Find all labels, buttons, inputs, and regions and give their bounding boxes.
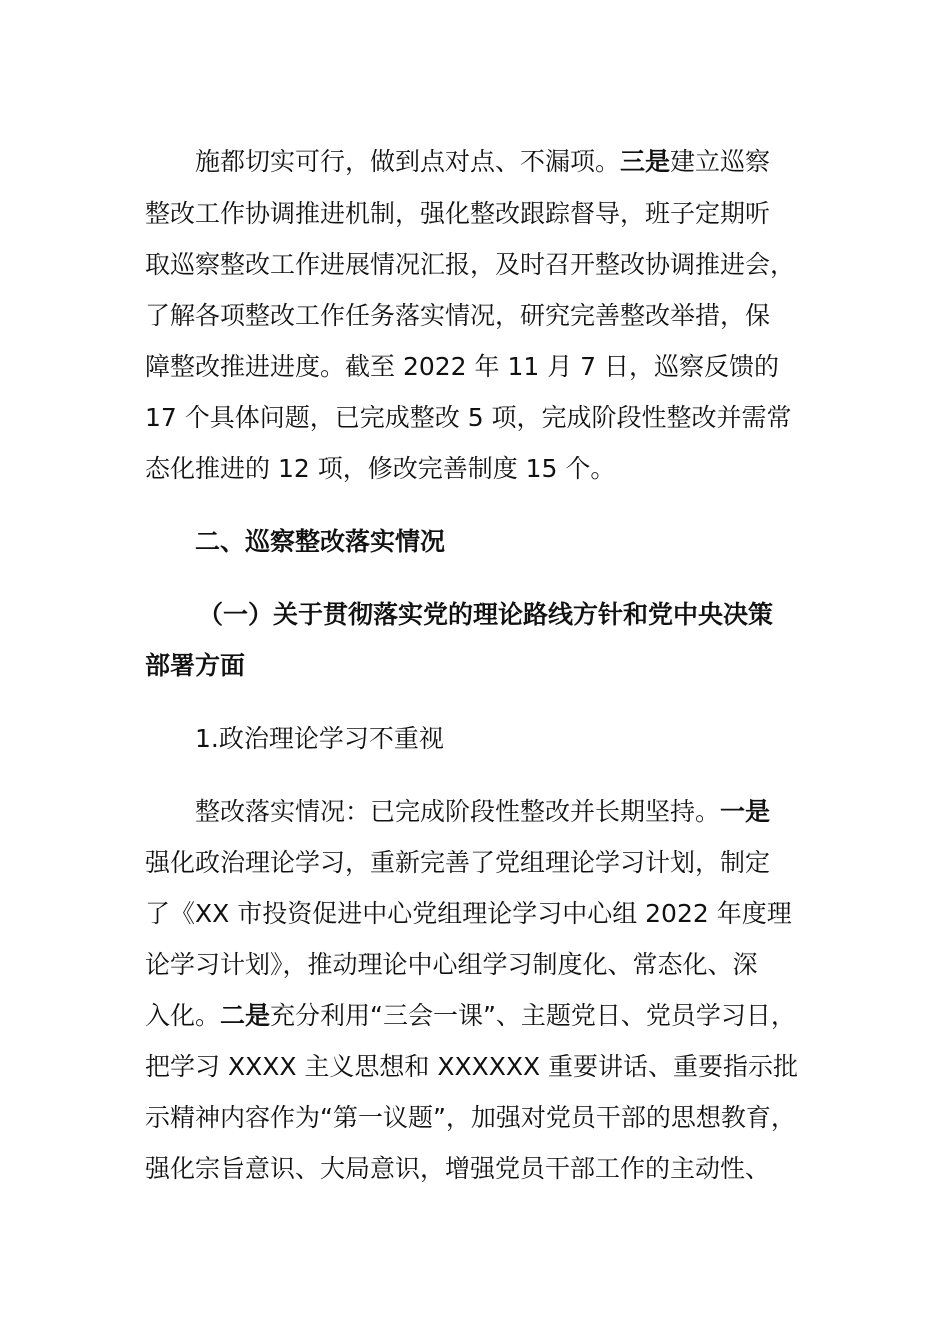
paragraph2-line2: 强化政治理论学习，重新完善了党组理论学习计划，制定 [145,848,771,877]
paragraph1-line3: 取巡察整改工作进展情况汇报，及时召开整改协调推进会， [145,250,796,279]
paragraph2-line8: 强化宗旨意识、大局意识，增强党员干部工作的主动性、 [145,1154,771,1183]
subsection-1-title-line2: 部署方面 [145,651,246,680]
paragraph1-emphasis-sanshi: 三是 [620,147,671,176]
paragraph1-text: 施都切实可行，做到点对点、不漏项。 [195,147,621,176]
paragraph2-line5 [145,999,805,1033]
paragraph2-text: 整改落实情况：已完成阶段性整改并长期坚持。 [195,797,721,826]
paragraph2-line4: 论学习计划》，推动理论中心组学习制度化、常态化、深 [145,950,758,979]
paragraph1-line7: 态化推进的 12 项，修改完善制度 15 个。 [145,454,616,483]
paragraph2-line7: 示精神内容作为“第一议题”，加强对党员干部的思想教育， [145,1103,796,1132]
paragraph2-line6: 把学习 XXXX 主义思想和 XXXXXX 重要讲话、重要指示批 [145,1052,799,1081]
paragraph2-text: 入化。 [145,1001,221,1030]
paragraph1-line2: 整改工作协调推进机制，强化整改跟踪督导，班子定期听 [145,199,771,228]
paragraph2-line3: 了《XX 市投资促进中心党组理论学习中心组 2022 年度理 [145,899,792,928]
paragraph1-line5: 障整改推进进度。截至 2022 年 11 月 7 日，巡察反馈的 [145,352,780,381]
paragraph2-emphasis-ershi: 二是 [220,1001,271,1030]
paragraph1-line4: 了解各项整改工作任务落实情况，研究完善整改举措，保 [145,301,771,330]
paragraph2-line1 [195,795,855,829]
subsection-1-title-line1: （一）关于贯彻落实党的理论路线方针和党中央决策 [198,600,774,629]
paragraph1-text: 建立巡察 [670,147,771,176]
item-1-title: 1.政治理论学习不重视 [195,724,444,753]
paragraph1-line1 [195,145,855,179]
paragraph1-line6: 17 个具体问题，已完成整改 5 项，完成阶段性整改并需常 [145,403,792,432]
section-2-title: 二、巡察整改落实情况 [195,527,446,556]
paragraph2-emphasis-yishi: 一是 [720,797,771,826]
paragraph2-text: 充分利用“三会一课”、主题党日、党员学习日， [270,1001,796,1030]
